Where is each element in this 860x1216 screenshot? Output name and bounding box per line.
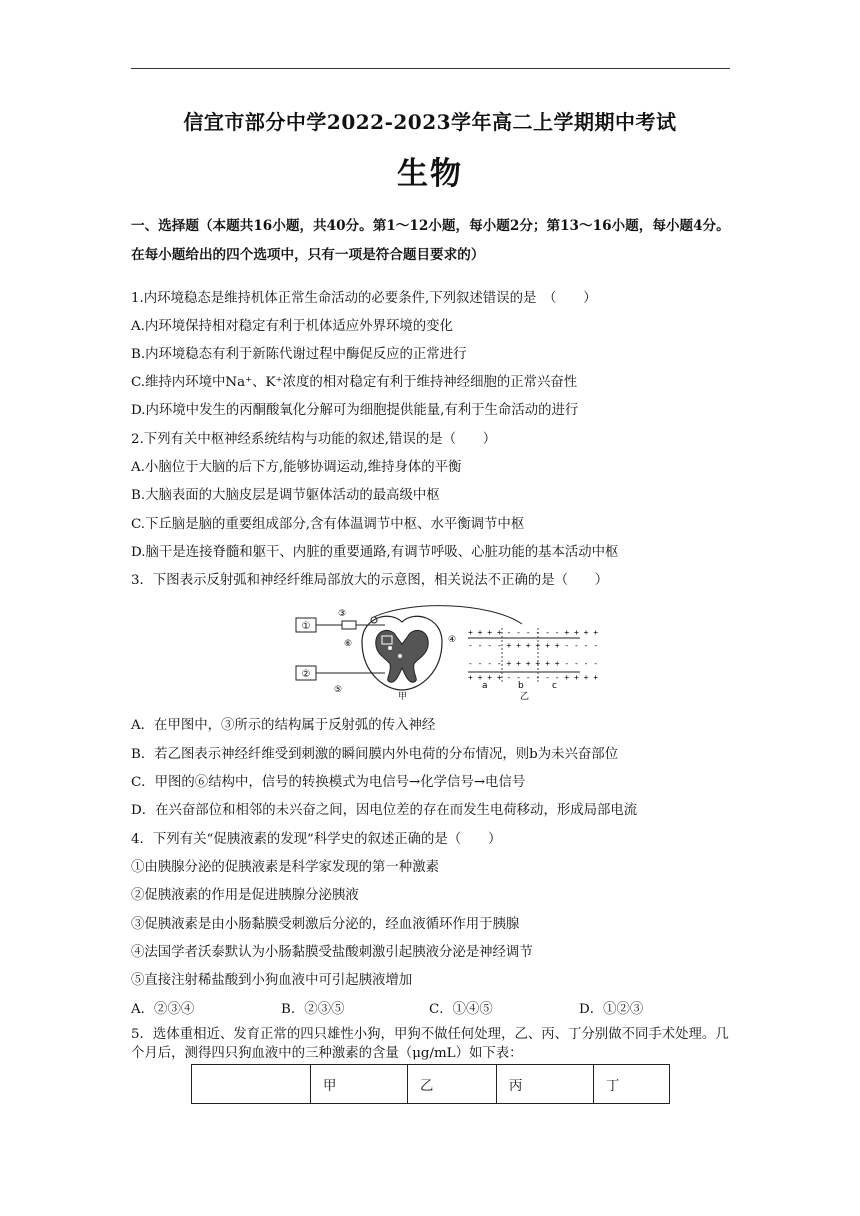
table-cell: 丁 [594, 1065, 670, 1104]
label-4: ④ [448, 635, 457, 645]
arc-line [374, 606, 522, 624]
segment-b: b [518, 681, 524, 691]
ganglion-box [342, 621, 356, 629]
table-cell [192, 1065, 311, 1104]
segment-a: a [482, 681, 488, 691]
label-2: ② [301, 669, 311, 680]
q1-option-d: D.内环境中发生的丙酮酸氧化分解可为细胞提供能量,有利于生命活动的进行 [131, 403, 579, 418]
q1-option-c: C.维持内环境中Na⁺、K⁺浓度的相对稳定有利于维持神经细胞的正常兴奋性 [131, 375, 578, 390]
charge-top-outer: + + + + - - - - - - + + + + [468, 628, 599, 637]
exam-title: 信宜市部分中学2022-2023学年高二上学期期中考试 [183, 110, 677, 134]
q4-stem: 4．下列有关“促胰液素的发现”科学史的叙述正确的是（ ） [131, 832, 502, 847]
q4-choice-b: B．②③⑤ [281, 1002, 345, 1017]
gray-matter [376, 630, 428, 682]
hormone-table [191, 1064, 670, 1104]
q4-item-2: ②促胰液素的作用是促进胰腺分泌胰液 [131, 888, 359, 903]
table-cell: 甲 [311, 1065, 408, 1104]
q4-item-1: ①由胰腺分泌的促胰液素是科学家发现的第一种激素 [131, 860, 439, 875]
caption-jia: 甲 [398, 692, 408, 702]
table-row [192, 1065, 670, 1104]
q2-stem: 2.下列有关中枢神经系统结构与功能的叙述,错误的是（ ） [131, 432, 497, 447]
q4-choice-c: C．①④⑤ [429, 1002, 493, 1017]
charge-bot-inner: - - - - + + + + + + - - - - [468, 659, 599, 668]
figure-svg [290, 602, 599, 702]
table-cell: 丙 [497, 1065, 594, 1104]
q4-item-4: ④法国学者沃泰默认为小肠黏膜受盐酸刺激引起胰液分泌是神经调节 [131, 945, 533, 960]
label-3: ③ [338, 609, 347, 619]
q4-item-3: ③促胰液素是由小肠黏膜受刺激后分泌的，经血液循环作用于胰腺 [131, 917, 520, 932]
q1-option-b: B.内环境稳态有利于新陈代谢过程中酶促反应的正常进行 [131, 347, 467, 362]
caption-yi: 乙 [520, 692, 530, 702]
q4-choice-a: A．②③④ [131, 1002, 195, 1017]
label-5: ⑤ [334, 685, 343, 695]
q3-option-c: C．甲图的⑥结构中，信号的转换模式为电信号→化学信号→电信号 [131, 775, 526, 790]
q2-option-a: A.小脑位于大脑的后下方,能够协调运动,维持身体的平衡 [131, 460, 462, 475]
q1-stem: 1.内环境稳态是维持机体正常生命活动的必要条件,下列叙述错误的是 （ ） [131, 291, 597, 306]
q3-option-d: D．在兴奋部位和相邻的未兴奋之间，因电位差的存在而发生电荷移动，形成局部电流 [131, 803, 638, 818]
q1-option-a: A.内环境保持相对稳定有利于机体适应外界环境的变化 [131, 319, 453, 334]
table-cell: 乙 [408, 1065, 497, 1104]
label-6: ⑥ [344, 639, 353, 649]
q2-option-b: B.大脑表面的大脑皮层是调节躯体活动的最高级中枢 [131, 488, 440, 503]
q4-choice-d: D．①②③ [579, 1002, 644, 1017]
q2-option-d: D.脑干是连接脊髓和躯干、内脏的重要通路,有调节呼吸、心脏功能的基本活动中枢 [131, 545, 619, 560]
reflex-arc-figure [290, 602, 599, 702]
q3-stem: 3．下图表示反射弧和神经纤维局部放大的示意图，相关说法不正确的是（ ） [131, 573, 609, 588]
q2-option-c: C.下丘脑是脑的重要组成部分,含有体温调节中枢、水平衡调节中枢 [131, 517, 525, 532]
charge-top-inner: - - - - + + + + + + - - - - [468, 641, 599, 650]
subject-title: 生物 [397, 156, 463, 192]
label-1: ① [301, 621, 311, 632]
header-rule [131, 68, 730, 69]
section-header: 一、选择题（本题共16小题，共40分。第1～12小题，每小题2分；第13～16小题，每小题4分。在每小题给出的四个选项中，只有一项是符合题目要求的） [131, 218, 730, 263]
q3-option-b: B．若乙图表示神经纤维受到刺激的瞬间膜内外电荷的分布情况，则b为未兴奋部位 [131, 747, 619, 762]
q4-item-5: ⑤直接注射稀盐酸到小狗血液中可引起胰液增加 [131, 973, 413, 988]
charge-bot-outer: + + + + - - - - - - + + + + [468, 673, 599, 682]
segment-c: c [552, 681, 557, 691]
q5-stem: 5．选体重相近、发育正常的四只雄性小狗，甲狗不做任何处理，乙、丙、丁分别做不同手术处理。几个月后，测得四只狗血液中的三种激素的含量（μg/mL）如下表： [131, 1027, 729, 1061]
q3-option-a: A．在甲图中，③所示的结构属于反射弧的传入神经 [131, 718, 436, 733]
